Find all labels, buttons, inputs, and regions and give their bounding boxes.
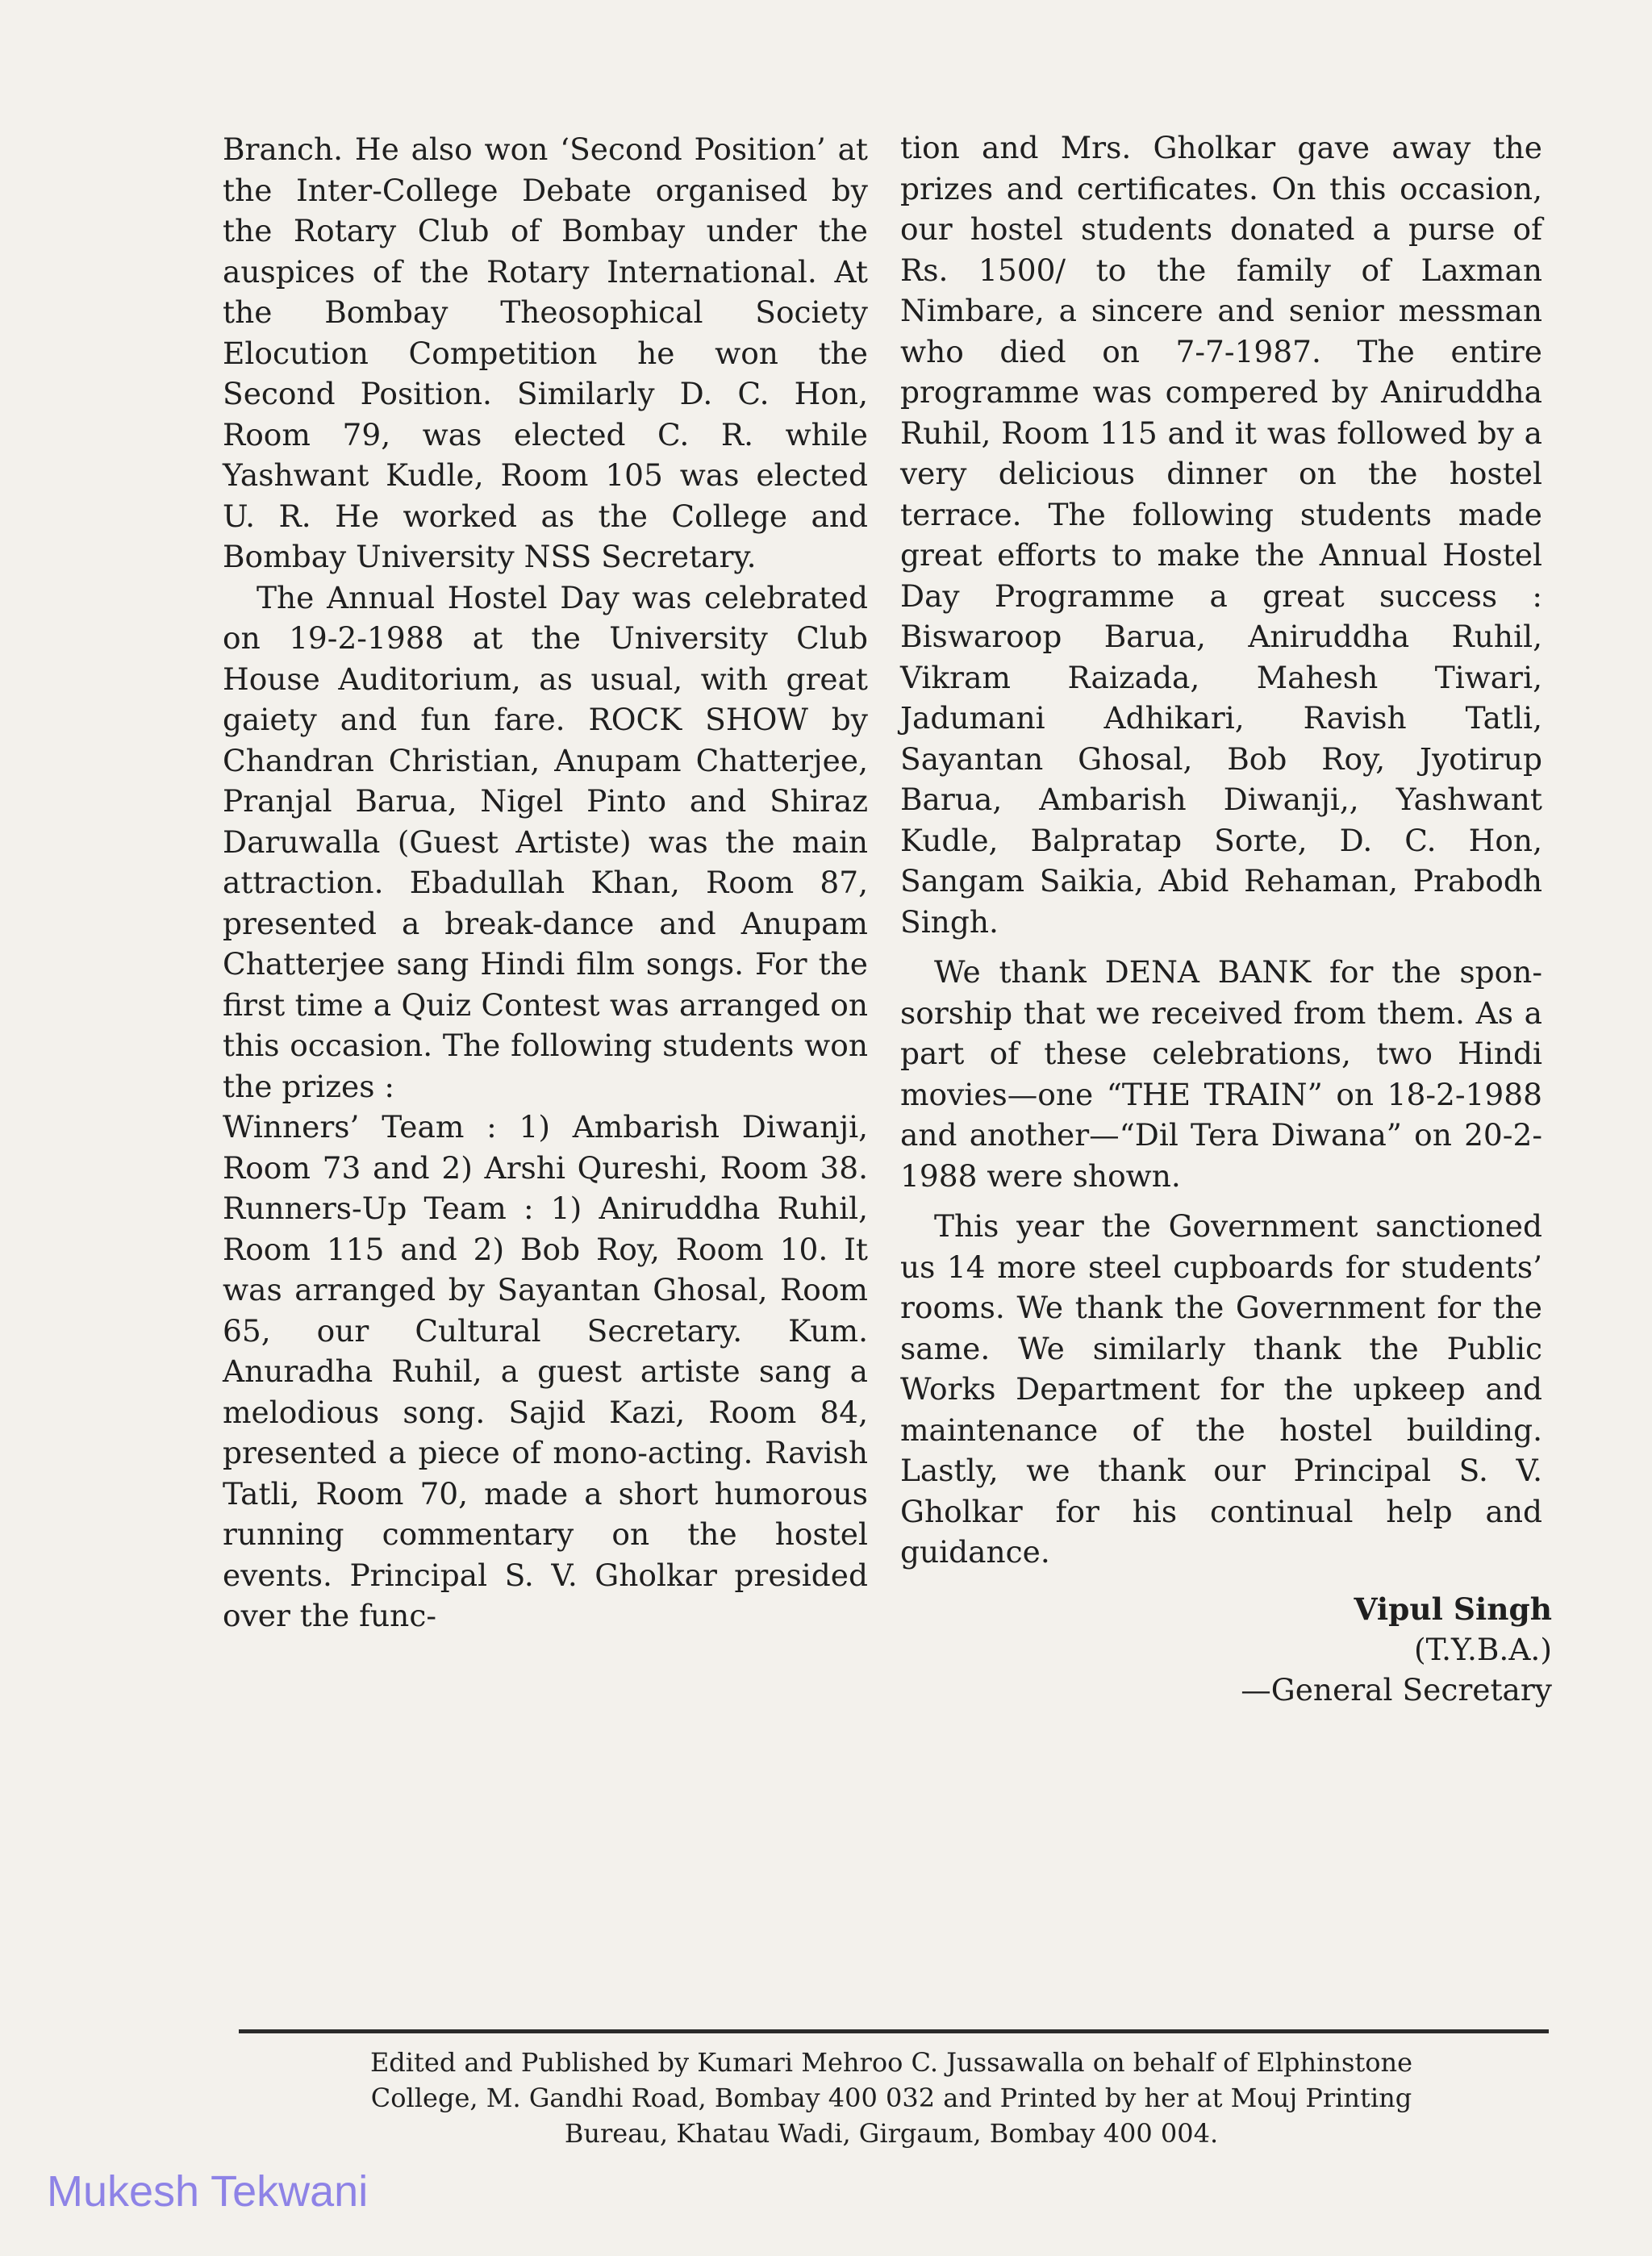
right-column <box>900 127 1542 1573</box>
signature-title: —General Secretary <box>1241 1672 1552 1708</box>
watermark-text: Mukesh Tekwani <box>47 2167 369 2216</box>
paragraph: tion and Mrs. Gholkar gave away the prizes and certificates. On this occasion, our hostel students donated a purse of Rs. 1500/ to the family of Laxman Nimbare, a sincere and senior messman who died on 7-7-1987. The entire programme was compered by Aniruddha Ruhil, Room 115 and it was followed by a very delicious dinner on the hostel terrace. The following students made great efforts to make the Annual Hostel Day Programme a great success : Biswaroop Barua, Aniruddha Ruhil, Vikram Raizada, Mahesh Tiwari, Jadumani Adhikari, Ravish Tatli, Sayantan Ghosal, Bob Roy, Jyotirup Barua, Ambarish Diwanji,, Yashwant Kudle, Balpratap Sorte, D. C. Hon, Sangam Saikia, Abid Rehaman, Prabodh Singh. <box>900 130 1542 940</box>
signature-block <box>1241 1589 1552 1710</box>
paragraph: Winners’ Team : 1) Ambarish Diwanji, Room 73 and 2) Arshi Qureshi, Room 38. Runners-Up Team : 1) Aniruddha Ruhil, Room 115 and 2) Bob Roy, Room 10. It was arranged by Sayantan Ghosal, Room 65, our Cultural Secretary. Kum. Anuradha Ruhil, a guest artiste sang a melodious song. Sajid Kazi, Room 84, presented a piece of mono-acting. Ravish Tatli, Room 70, made a short humorous running commentary on the hostel events. Principal S. V. Gholkar presided over the func- <box>223 1109 868 1633</box>
footer-line: Bureau, Khatau Wadi, Girgaum, Bombay 400 004. <box>564 2118 1219 2149</box>
left-column <box>223 129 868 1637</box>
paragraph: The Annual Hostel Day was celebrated on 19-2-1988 at the University Club House Auditorium, as usual, with great gaiety and fun fare. ROCK SHOW by Chandran Christian, Anupam Chatterjee, Pranjal Barua, Nigel Pinto and Shiraz Daruwalla (Guest Artiste) was the main attraction. Ebadullah Khan, Room 87, presented a break-dance and Anupam Chatterjee sang Hindi film songs. For the first time a Quiz Contest was arranged on this occasion. The following students won the prizes : <box>223 579 868 1104</box>
publisher-footer <box>266 2045 1516 2151</box>
signature-name: Vipul Singh <box>1354 1591 1552 1627</box>
paragraph: This year the Government sanctioned us 14 more steel cupboards for students’ rooms. We thank the Government for the same. We similarly thank the Public Works Department for the upkeep and maintenance of the hostel building. Lastly, we thank our Principal S. V. Gholkar for his continual help and guidance. <box>900 1208 1542 1570</box>
paragraph: We thank DENA BANK for the sponsorship that we received from them. As a part of these celebrations, two Hindi movies—one “THE TRAIN” on 18-2-1988 and another—“Dil Tera Diwana” on 20-2-1988 were shown. <box>900 954 1542 1194</box>
footer-divider <box>239 2029 1549 2033</box>
paragraph: Branch. He also won ‘Second Position’ at the Inter-College Debate organised by the Rotary Club of Bombay under the auspices of the Rotary International. At the Bombay Theosophical Society Elocution Competition he won the Second Position. Similarly D. C. Hon, Room 79, was elected C. R. while Yashwant Kudle, Room 105 was elected U. R. He worked as the College and Bombay University NSS Secretary. <box>223 131 868 574</box>
footer-line: Edited and Published by Kumari Mehroo C. Jussawalla on behalf of Elphinstone <box>369 2047 1413 2078</box>
signature-class: (T.Y.B.A.) <box>1413 1632 1552 1667</box>
footer-line: College, M. Gandhi Road, Bombay 400 032 and Printed by her at Mouj Printing <box>370 2083 1412 2113</box>
